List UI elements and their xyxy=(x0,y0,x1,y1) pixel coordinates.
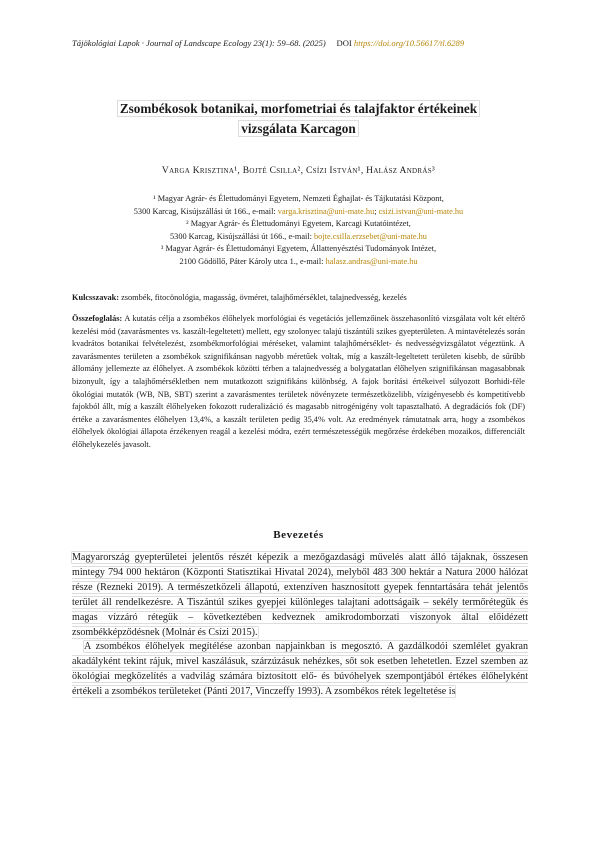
affiliation-line-2: 5300 Karcag, Kisújszállási út 166., e-mail: varga.krisztina@uni-mate.hu; csizi.istvan@uni-mate.hu xyxy=(133,206,464,216)
article-title xyxy=(100,99,497,139)
paragraph: A zsombékos élőhelyek megítélése azonban napjainkban is megosztó. A gazdálkodói szemlélet gyakran akadályként tekint rájuk, mivel kaszálásuk, szárzúzásuk nehézkes, sőt sok esetben lehetetlen. Ezzel szemben az ökológiai megközelítés a vadvilág számára biztosított elő- és búvóhelyek szempontjából értékes élőhelyként értékeli a zsombékos területeket (Pánti 2017, Vinczeffy 1993). A zsombékos rétek legeltetése is xyxy=(72,641,528,698)
email-link[interactable]: halasz.andras@uni-mate.hu xyxy=(325,256,418,266)
affiliations xyxy=(72,193,525,269)
keywords-text: zsombék, fitocönológia, magasság, övméret, talajhőmérséklet, talajnedvesség, kezelés xyxy=(119,293,407,302)
doi-label: DOI xyxy=(336,38,352,48)
affiliation-line-6: 2100 Gödöllő, Páter Károly utca 1., e-mail: halasz.andras@uni-mate.hu xyxy=(179,256,418,266)
email-link[interactable]: varga.krisztina@uni-mate.hu xyxy=(277,206,375,216)
title-line-2: vizsgálata Karcagon xyxy=(241,121,356,136)
affiliation-line-1: ¹ Magyar Agrár- és Élettudományi Egyetem, Nemzeti Éghajlat- és Tájkutatási Központ, xyxy=(153,194,444,203)
paragraph: Magyarország gyepterületei jelentős részét képezik a mezőgazdasági művelés alatt álló tájaknak, összesen mintegy 794 000 hektáron (Központi Statisztikai Hivatal 2024), melyből 483 300 hektár a Natura 2000 hálózat része (Rezneki 2019). A természetközeli állapotú, extenzíven hasznosított gyepek fenntartására tehát jelentős terület áll rendelkezésre. A Tiszántúl szikes gyepjei különleges talajtani adottságaik – sekély termőrétegük és magas vízzáró rétegük – következtében kedveznek amikrodomborzati viszonyok által előidézett zsombékképződésnek (Molnár és Csízi 2015). xyxy=(72,552,528,638)
author-list: Varga Krisztina¹, Bojté Csilla², Csízi István¹, Halász András³ xyxy=(161,166,436,176)
title-line-1: Zsombékosok botanikai, morfometriai és talajfaktor értékeinek xyxy=(119,101,478,116)
email-link[interactable]: bojte.csilla.erzsebet@uni-mate.hu xyxy=(314,231,427,241)
email-link[interactable]: csizi.istvan@uni-mate.hu xyxy=(378,206,464,216)
section-heading: Bevezetés xyxy=(273,529,324,541)
affiliation-line-3: ² Magyar Agrár- és Élettudományi Egyetem, Karcagi Kutatóintézet, xyxy=(186,219,411,229)
affiliation-line-5: ³ Magyar Agrár- és Élettudományi Egyetem, Állattenyésztési Tudományok Intézet, xyxy=(160,244,437,254)
running-header xyxy=(72,38,532,48)
body-text xyxy=(72,551,528,700)
abstract xyxy=(72,313,525,452)
affiliation-line-4: 5300 Karcag, Kisújszállási út 166., e-mail: bojte.csilla.erzsebet@uni-mate.hu xyxy=(170,231,427,241)
abstract-label: Összefoglalás: xyxy=(72,314,123,323)
keywords-label: Kulcsszavak: xyxy=(72,293,120,302)
journal-citation: Tájökológiai Lapok · Journal of Landscape Ecology 23(1): 59–68. (2025) xyxy=(72,38,326,48)
abstract-text: A kutatás célja a zsombékos élőhelyek morfológiai és vegetációs jellemzőinek összehasonlító vizsgálata volt két eltérő kezelési mód (zavarásmentes vs. kaszált-legeltetett) mellett, egy szolonyec talajú tiszántúli szikes gyepterületen. A mintavételezés során kvadrátos botanikai felvételezést, zsombékmorfológiai méréseket, valamint talajhőmérséklet- és nedvességvizsgálatot végeztünk. A zavarásmentes területen a zsombékok szignifikánsan nagyobb méretűek voltak, míg a kaszált-legeltetett területen kisebb, de sűrűbb állomány jellemezte az élőhelyet. A zsombékok közötti térben a talajnedvesség a bolygatatlan élőhelyen szignifikánsan magasabbnak bizonyult, így a talajhőmérsékletben nem mutatkozott szignifikáns különbség. A fajok borítási értékeivel súlyozott Borhidi-féle ökológiai mutatók (WB, NB, SBT) szerint a zavarásmentes területek növényzete természetközelibb, vízigényesebb és kompetitívebb fajokból állt, míg a kaszált élőhelyeken fokozott ruderalizáció és magasabb nitrogénigény volt tapasztalható. A degradációs fok (DF) értéke a zavarásmentes élőhelyen 13,4%, a kaszált területen pedig 35,4% volt. Az eredmények rámutatnak arra, hogy a zsombékos élőhelyek ökológiai állapota érzékenyen reagál a kezelési módra, ezért természetességük megőrzése érdekében mozaikos, differenciált élőhelykezelés javasolt. xyxy=(72,314,525,449)
doi-link[interactable]: https://doi.org/10.56617/tl.6289 xyxy=(353,38,465,48)
keywords xyxy=(72,292,525,304)
